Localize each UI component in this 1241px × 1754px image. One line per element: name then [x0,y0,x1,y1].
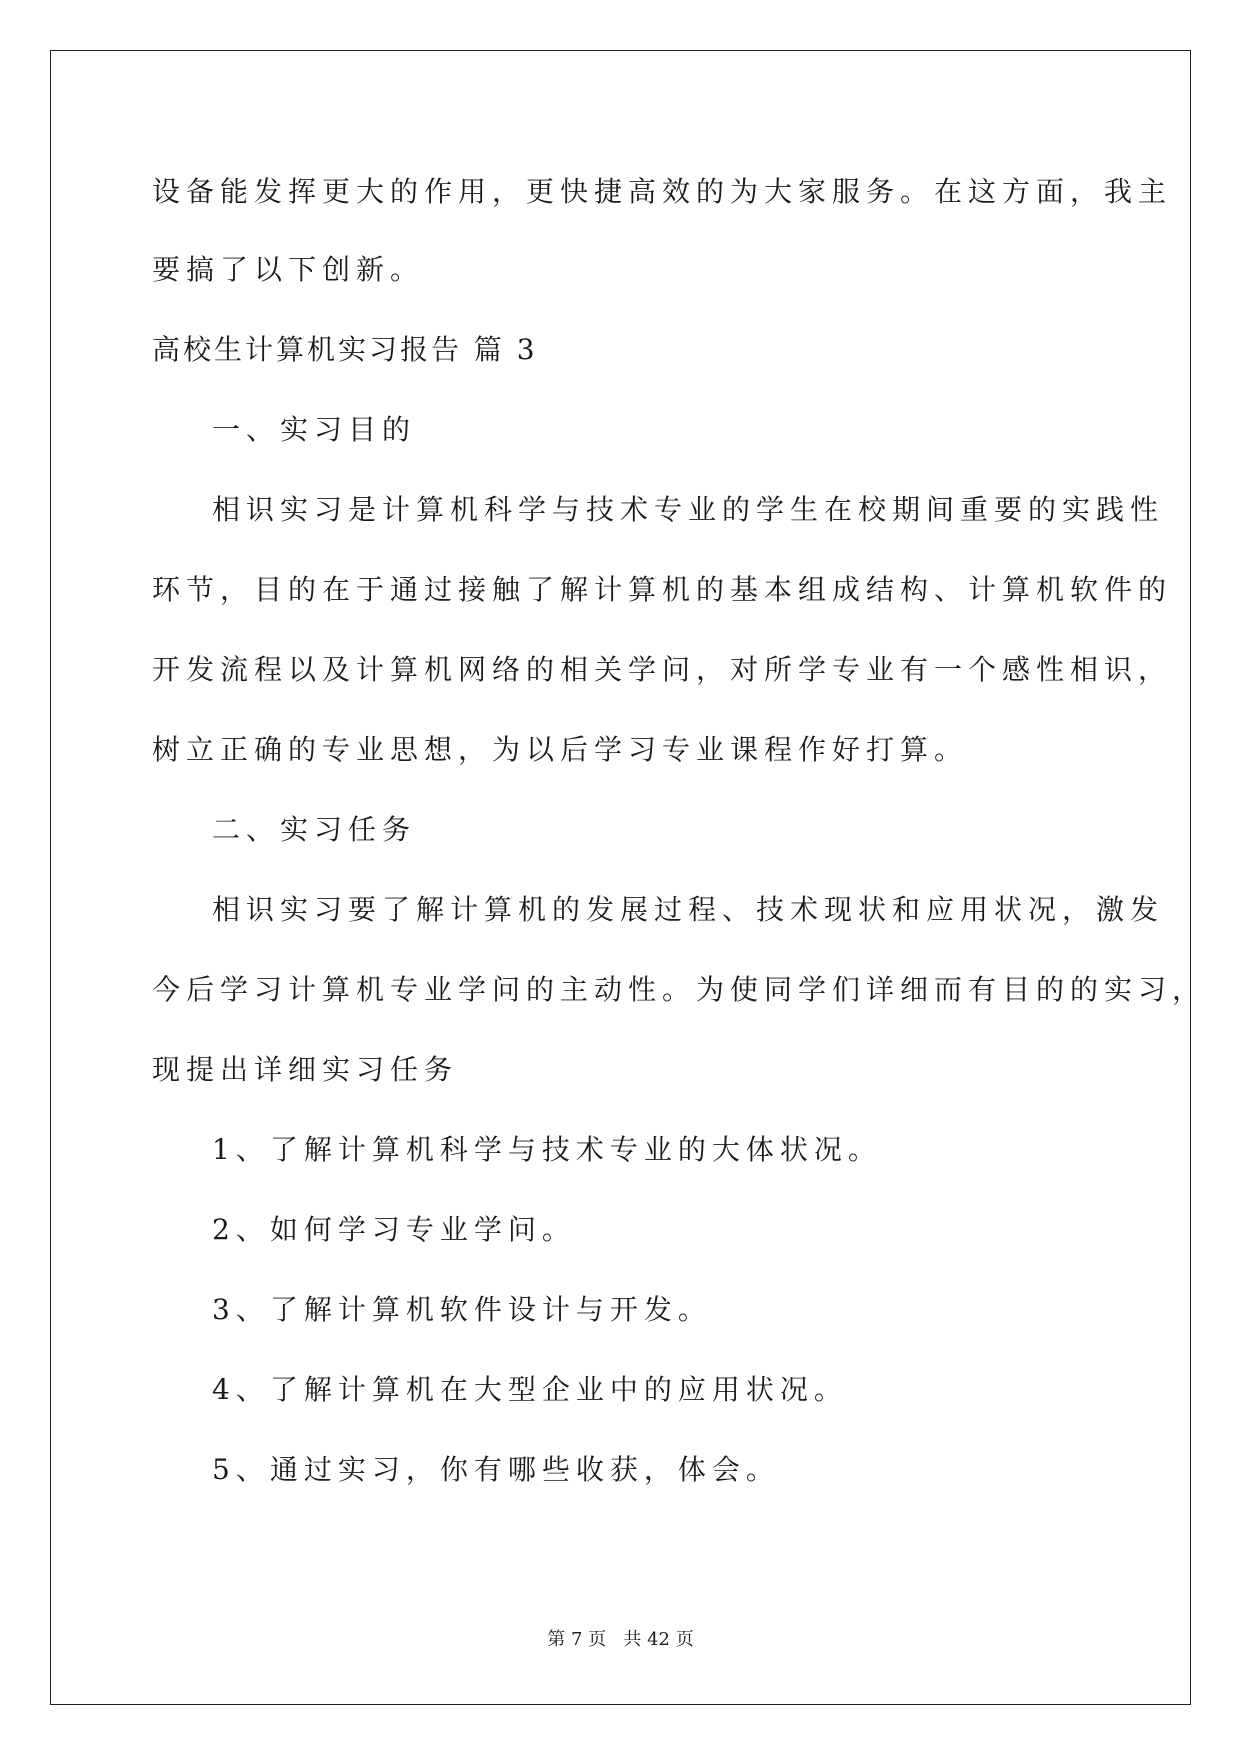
body-line-8: 树立正确的专业思想，为以后学习专业课程作好打算。 [152,733,969,766]
body-line-10: 相识实习要了解计算机的发展过程、技术现状和应用状况，激发 [212,893,1165,926]
subheading-tasks: 二、实习任务 [212,813,417,846]
body-line-12: 现提出详细实习任务 [152,1053,459,1086]
page-footer: 第 7 页 共 42 页 [547,1629,694,1650]
list-item-3: 3、了解计算机软件设计与开发。 [212,1293,712,1326]
body-line-6: 环节，目的在于通过接触了解计算机的基本组成结构、计算机软件的 [152,573,1173,606]
list-item-5: 5、通过实习，你有哪些收获，体会。 [212,1453,780,1486]
body-line-1: 设备能发挥更大的作用，更快捷高效的为大家服务。在这方面，我主 [152,175,1173,208]
body-line-11: 今后学习计算机专业学问的主动性。为使同学们详细而有目的的实习， [152,973,1207,1006]
body-line-2: 要搞了以下创新。 [152,253,425,286]
list-item-2: 2、如何学习专业学问。 [212,1213,576,1246]
list-item-1: 1、了解计算机科学与技术专业的大体状况。 [212,1133,882,1166]
subheading-purpose: 一、实习目的 [212,413,417,446]
list-item-4: 4、了解计算机在大型企业中的应用状况。 [212,1373,848,1406]
body-line-5: 相识实习是计算机科学与技术专业的学生在校期间重要的实践性 [212,493,1165,526]
section-heading: 高校生计算机实习报告 篇 3 [152,333,538,366]
body-line-7: 开发流程以及计算机网络的相关学问，对所学专业有一个感性相识， [152,653,1173,686]
